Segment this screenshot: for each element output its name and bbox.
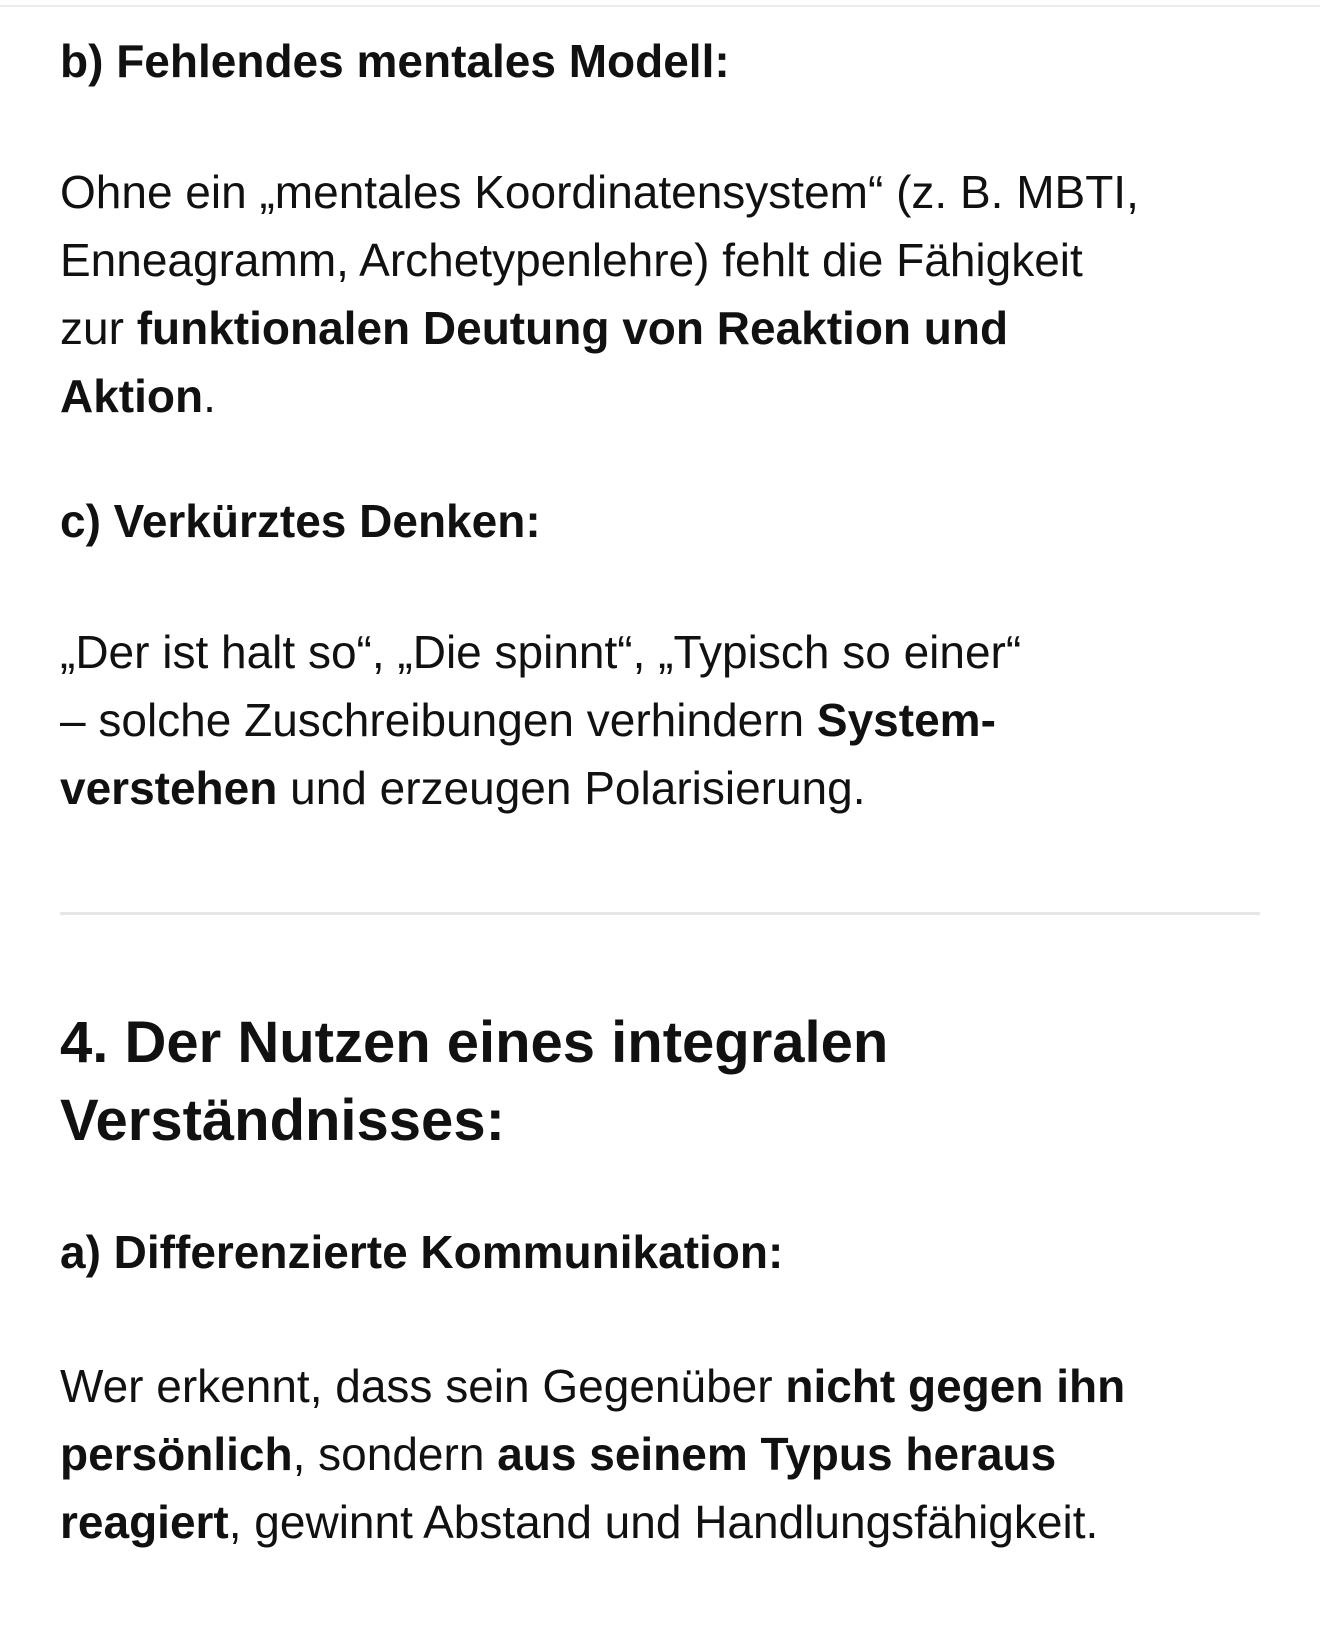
- paragraph-b-emphasis-end: Aktion: [60, 370, 204, 422]
- paragraph-b-emphasis: funktionalen Deutung von Reaktion und: [136, 302, 1009, 354]
- paragraph-a-line-3: [60, 1488, 1260, 1556]
- subheading-b: b) Fehlendes mentales Modell:: [60, 35, 730, 87]
- paragraph-a-emphasis-2: persönlich: [60, 1428, 293, 1480]
- section-4-title-line-2: Verständnisses:: [60, 1088, 505, 1153]
- paragraph-a-line-1: [60, 1352, 1260, 1420]
- paragraph-a-text: Wer erkennt, dass sein Gegenüber: [60, 1360, 786, 1412]
- paragraph-a-emphasis-1: nicht gegen ihn: [785, 1360, 1126, 1412]
- paragraph-b-line-3: [60, 294, 1260, 362]
- section-4-title: [60, 1004, 888, 1160]
- paragraph-a-tail: , gewinnt Abstand und Handlungsfähigkeit.: [228, 1496, 1099, 1548]
- paragraph-c-text: – solche Zuschreibungen verhindern: [60, 694, 817, 746]
- paragraph-a-emphasis-3: aus seinem Typus heraus: [497, 1428, 1057, 1480]
- paragraph-a-emphasis-4: reagiert: [60, 1496, 229, 1548]
- paragraph-b-period: .: [203, 370, 216, 422]
- subheading-a: a) Differenzierte Kommunikation:: [60, 1226, 784, 1278]
- paragraph-c: [60, 618, 1260, 822]
- subheading-c: c) Verkürztes Denken:: [60, 495, 541, 547]
- section-4-title-line-1: 4. Der Nutzen eines integralen: [60, 1010, 889, 1075]
- paragraph-c-emphasis: System-: [816, 694, 996, 746]
- paragraph-b: [60, 158, 1260, 430]
- paragraph-c-line-2: [60, 686, 1260, 754]
- paragraph-b-text: zur: [60, 302, 137, 354]
- top-divider: [0, 5, 1320, 7]
- paragraph-b-line-1: Ohne ein „mentales Koordinatensystem“ (z. B. MBTI,: [60, 166, 1139, 218]
- paragraph-a-connector: , sondern: [292, 1428, 498, 1480]
- paragraph-a: [60, 1352, 1260, 1556]
- paragraph-c-emphasis-end: verstehen: [60, 762, 278, 814]
- paragraph-b-line-2: Enneagramm, Archetypenlehre) fehlt die Fähigkeit: [60, 234, 1083, 286]
- paragraph-c-line-3: [60, 754, 1260, 822]
- section-divider: [60, 912, 1260, 915]
- paragraph-a-line-2: [60, 1420, 1260, 1488]
- paragraph-b-line-4: [60, 362, 1260, 430]
- paragraph-c-line-1: „Der ist halt so“, „Die spinnt“, „Typisch so einer“: [60, 626, 1022, 678]
- paragraph-c-tail: und erzeugen Polarisierung.: [277, 762, 866, 814]
